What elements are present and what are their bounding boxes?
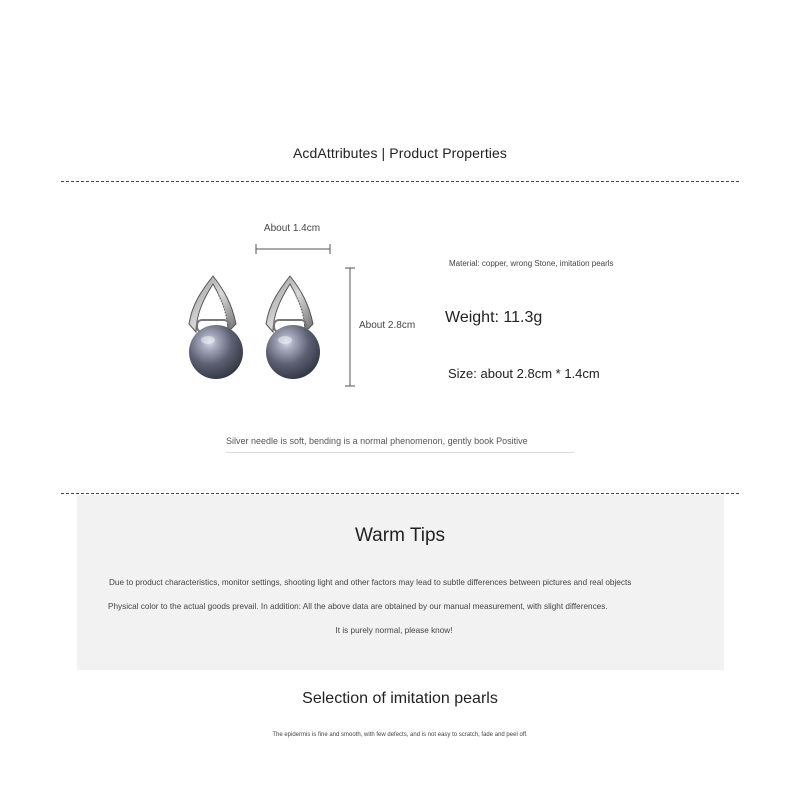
pearl-section-description: The epidermis is fine and smooth, with few defects, and is not easy to scratch, fade and peel off. [272, 732, 528, 738]
warm-tip-line: Due to product characteristics, monitor settings, shooting light and other factors may lead to subtle differences between pictures and real objects [109, 578, 632, 587]
page-title: AcdAttributes | Product Properties [292, 145, 508, 161]
top-divider [61, 181, 739, 182]
warm-tip-line: Physical color to the actual goods prevail. In addition: All the above data are obtained by our manual measurement, with slight differences. [108, 602, 608, 611]
note-underline [226, 452, 574, 453]
middle-divider [61, 493, 739, 494]
needle-note: Silver needle is soft, bending is a normal phenomenon, gently book Positive [226, 436, 528, 446]
width-dimension-line [254, 243, 332, 255]
earring-product-image [180, 268, 330, 386]
material-text: Material: copper, wrong Stone, imitation pearls [449, 259, 614, 268]
width-dimension-label: About 1.4cm [263, 223, 321, 234]
pearl-section-title: Selection of imitation pearls [302, 690, 498, 707]
size-text: Size: about 2.8cm * 1.4cm [448, 366, 600, 381]
right-earring [266, 276, 320, 379]
left-earring [189, 276, 243, 379]
height-dimension-label: About 2.8cm [359, 320, 416, 331]
warm-tip-line: It is purely normal, please know! [335, 626, 453, 635]
weight-text: Weight: 11.3g [445, 309, 543, 326]
height-dimension-line [344, 266, 356, 388]
warm-tips-title: Warm Tips [354, 525, 446, 546]
